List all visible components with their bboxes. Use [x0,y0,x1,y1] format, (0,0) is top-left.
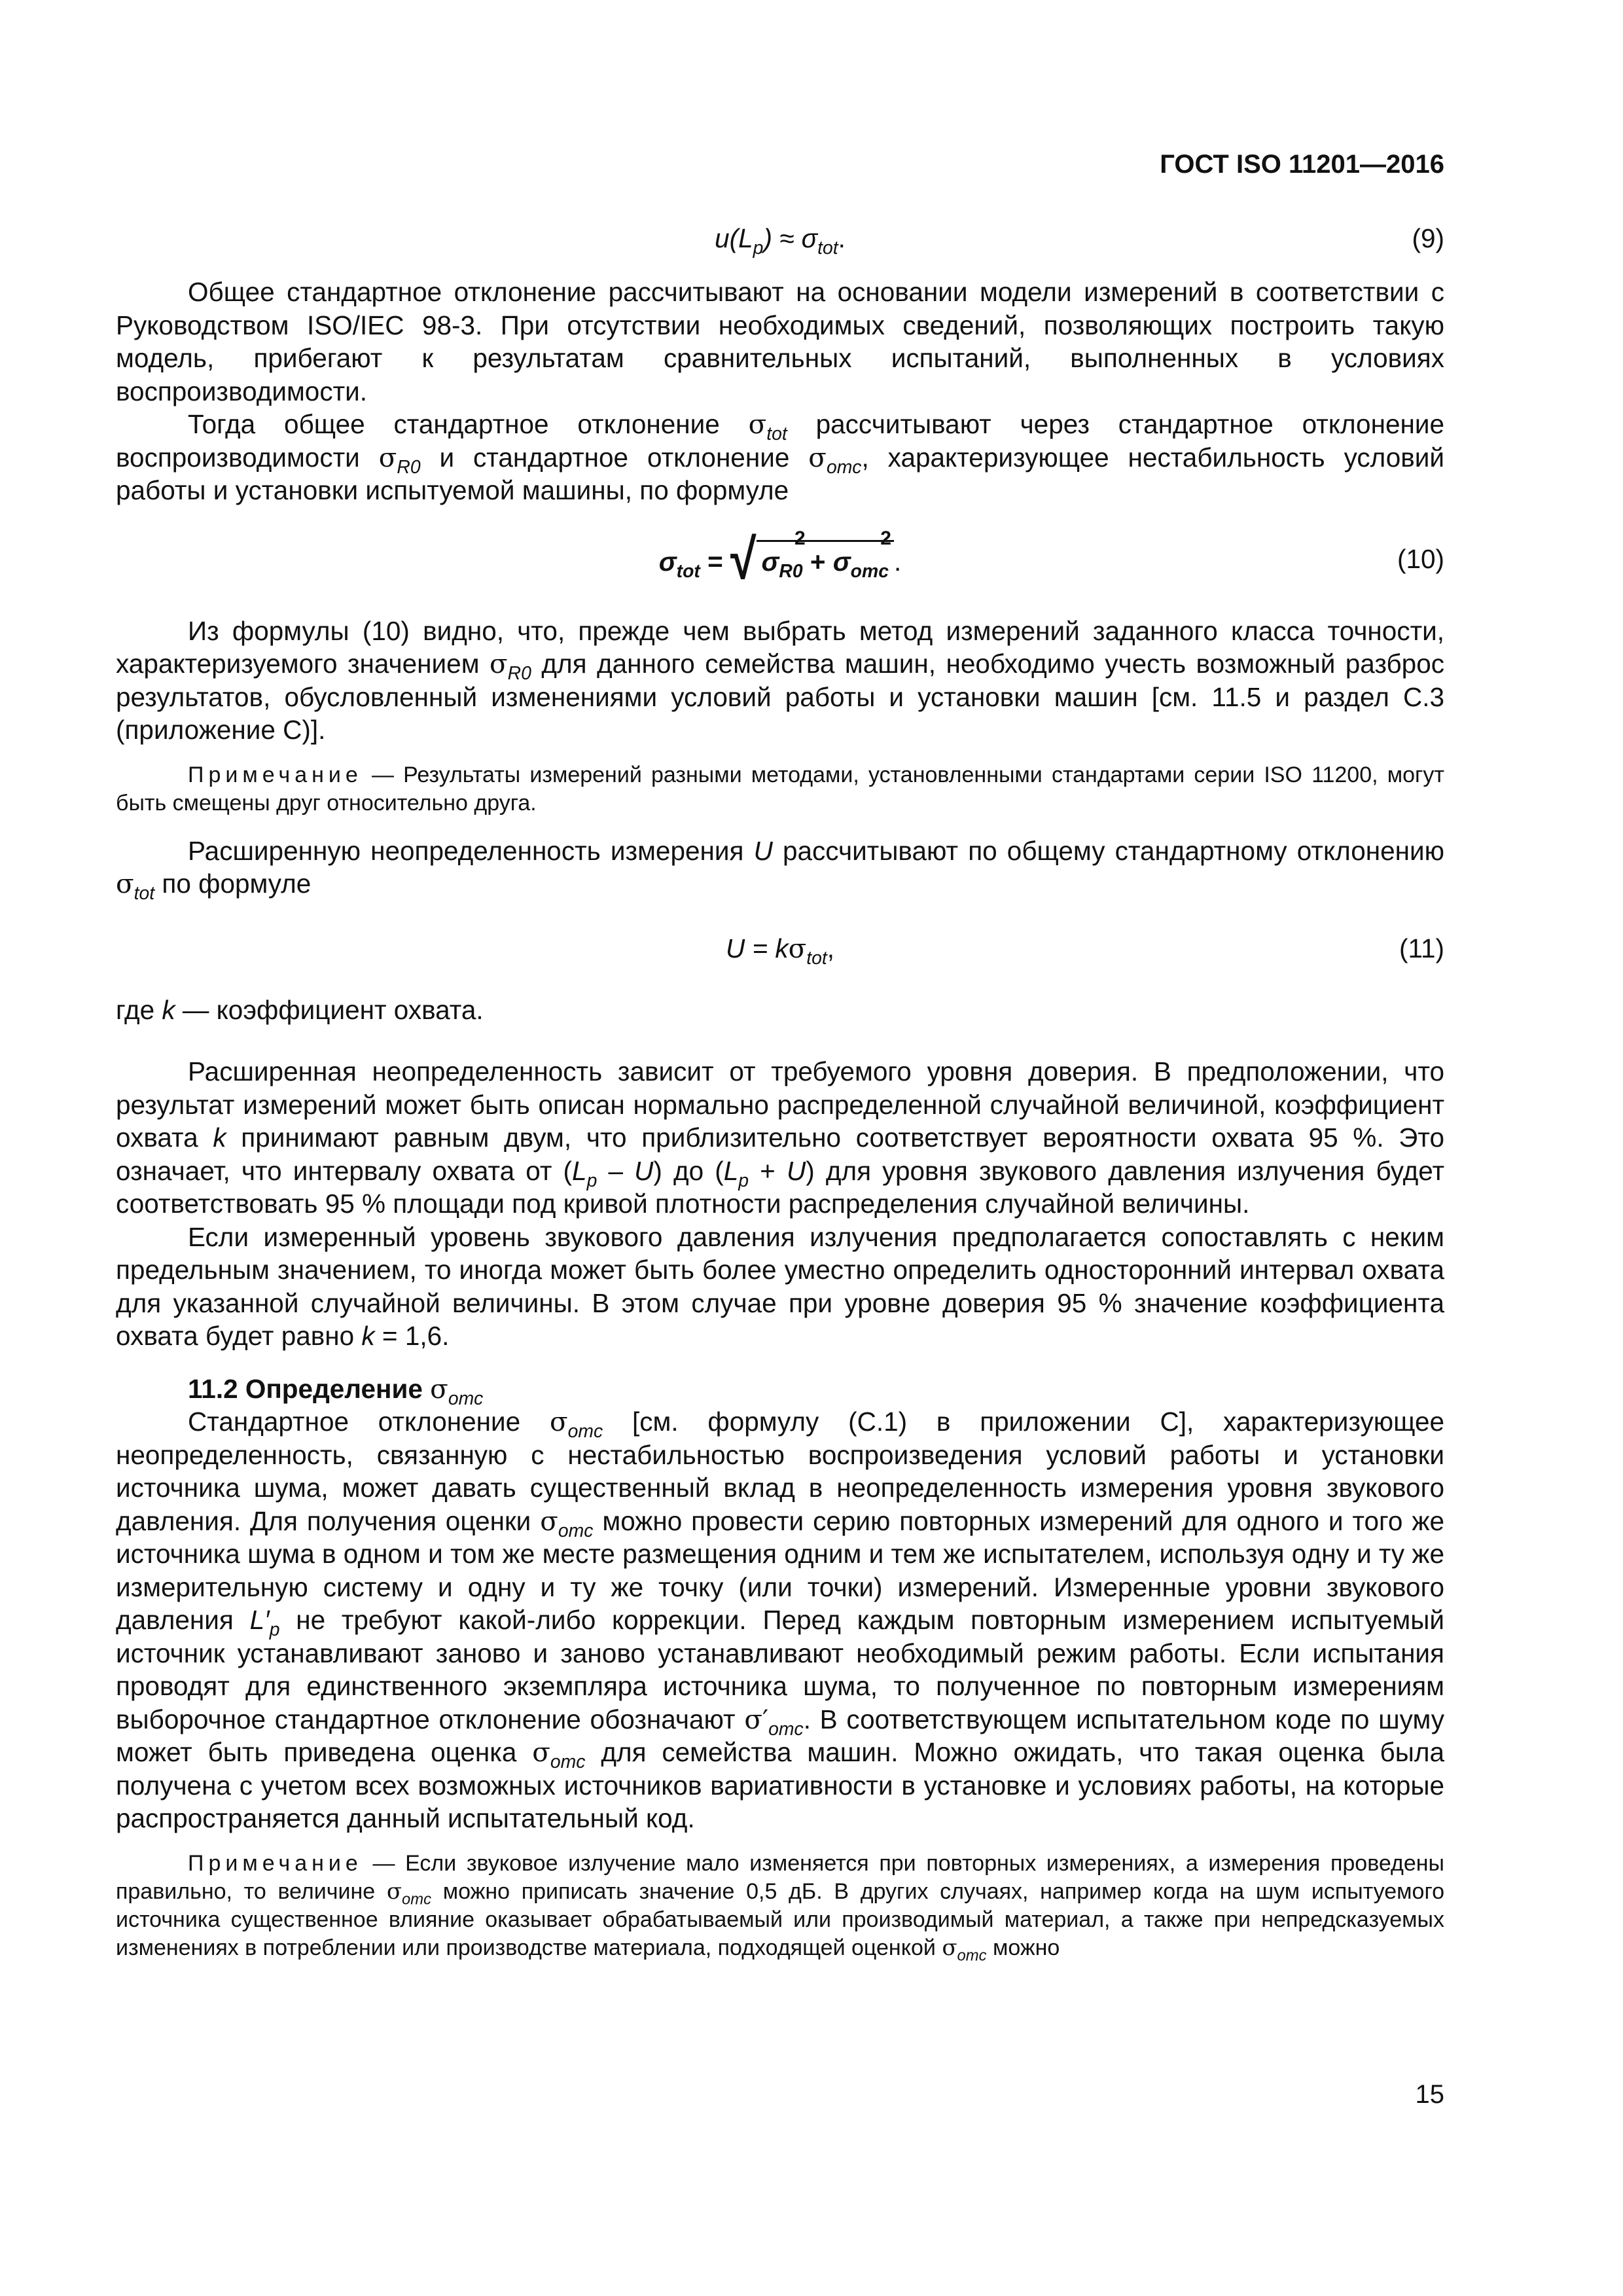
formula-9-number: (9) [1412,223,1444,253]
paragraph-formula-10-discussion: Из формулы (10) видно, что, прежде чем выбрать метод измерений заданного класса точности, характеризуемого значением $\sigma_{R0}$ для данного семейства машин, необходимо учесть возможный разброс результатов, обусловленный изменениями условий работы и установки машин [см. 11.5 и раздел С.3 (приложение С)]. [116,615,1444,745]
sqrt-sign-icon: √ [730,528,757,591]
section-heading-11-2: 11.2 Определение $\sigma_{omc}$ [188,1372,484,1409]
formula-10-expression: $\sigma_{tot}$ = √ $\sigma_{R0}$ 2 + $\sigma_{omc}$ 2 . [658,527,902,591]
paragraph-reproducibility: Тогда общее стандартное отклонение $\sigma_{tot}$ рассчитывают через стандартное отклонение воспроизводимости $\sigma_{R0}$ и стандартное отклонение $\sigma_{omc}$, характеризующее нестабильность условий работы и установки испытуемой машины, по формуле [116,408,1444,505]
formula-11 [116,929,1444,967]
paragraph-omc-determination: Стандартное отклонение $\sigma_{omc}$ [см. формулу (С.1) в приложении С], характеризующее неопределенность, связанную с нестабильностью воспроизведения условий работы и установки источника шума, может давать существенный вклад в неопределенность измерения уровня звукового давления. Для получения оценки $\sigma_{omc}$ можно провести серию повторных измерений для одного и того же источника шума в одном и том же месте размещения одним и тем же испытателем, используя одну и ту же измерительную систему и одну и ту же точку (или точки) измерений. Измеренные уровни звукового давления $L'_p$ не требуют какой-либо коррекции. Перед каждым повторным измерением испытуемый источник устанавливают заново и заново устанавливают необходимый режим работы. Если испытания проводят для единственного экземпляра источника шума, то полученное по повторным измерениям выборочное стандартное отклонение обозначают $\sigma'_{omc}$. В соответствующем испытательном коде по шуму может быть приведена оценка $\sigma_{omc}$ для семейства машин. Можно ожидать, что такая оценка была получена с учетом всех возможных источников вариативности в установке и условиях работы, на которые распространяется данный испытательный код. [116,1406,1444,1833]
paragraph-total-sd: Общее стандартное отклонение рассчитывают на основании модели измерений в соответствии с Руководством ISO/IEC 98-3. При отсутствии необходимых сведений, позволяющих построить такую модель, прибегают к результатам сравнительных испытаний, выполненных в условиях воспроизводимости. [116,277,1444,406]
formula-11-expression: $U = k\sigma_{tot}$, [725,932,835,969]
paragraph-coverage-factor-def: где k — коэффициент охвата. [116,994,484,1025]
page-body [116,219,1444,1962]
paragraph-confidence-level: Расширенная неопределенность зависит от требуемого уровня доверия. В предположении, что результат измерений может быть описан нормально распределенной случайной величиной, коэффициент охвата k принимают равным двум, что приблизительно соответствует вероятности охвата 95 %. Это означает, что интервалу охвата от $(L_p - U)$ до $(L_p + U)$ для уровня звукового давления излучения будет соответствовать 95 % площади под кривой плотности распределения случайной величины. [116,1056,1445,1219]
standard-header: ГОСТ ISO 11201—2016 [1160,150,1444,179]
note-sound-emission: Примечание — Если звуковое излучение мало изменяется при повторных измерениях, а измерения проведены правильно, то величине $\sigma_{omc}$ можно приписать значение 0,5 дБ. В других случаях, например когда на шум испытуемого источника существенное влияние оказывает обрабатываемый или производимый материал, а также при непредсказуемых изменениях в потреблении или производстве материала, подходящей оценкой $\sigma_{omc}$ можно [116,1850,1445,1964]
formula-9-expression: $u(L_p) \approx \sigma_{tot}$. [715,223,846,259]
formula-10-number: (10) [1397,543,1444,574]
paragraph-one-sided-interval: Если измеренный уровень звукового давления излучения предполагается сопоставлять с неким предельным значением, то иногда может быть более уместно определить односторонний интервал охвата для указанной случайной величины. В этом случае при уровне доверия 95 % значение коэффициента охвата будет равно k = 1,6. [116,1221,1444,1351]
paragraph-expanded-uncertainty: Расширенную неопределенность измерения U рассчитывают по общему стандартному отклонению $\sigma_{tot}$ по формуле [116,835,1444,904]
formula-10 [116,527,1444,591]
formula-9 [116,219,1444,257]
formula-11-number: (11) [1399,933,1444,963]
page-number: 15 [1415,2080,1444,2109]
note-methods: Примечание — Результаты измерений разными методами, установленными стандартами серии ISO 11200, могут быть смещены друг относительно друга. [116,762,1444,816]
